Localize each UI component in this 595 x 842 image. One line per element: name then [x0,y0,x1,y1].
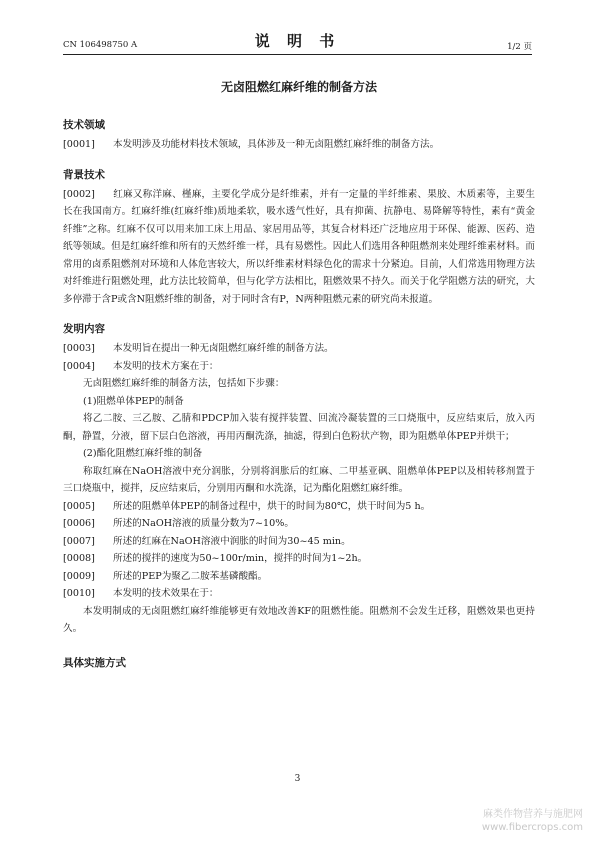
step-1-text: 将乙二胺、三乙胺、乙腈和PDCP加入装有搅拌装置、回流冷凝装置的三口烧瓶中，反应结束后，放入丙酮，静置，分液，留下层白色溶液，再用丙酮洗涤，抽滤，得到白色粉状产物，即为阻燃单体PEP并烘干； [63,413,535,442]
paragraph-number: [0005] [63,500,95,512]
paragraph-0007 [63,533,535,551]
paragraph-0010 [63,585,535,603]
paragraph-0005 [63,498,535,516]
paragraph-0004 [63,358,535,376]
step-2-text: 称取红麻在NaOH溶液中充分润胀，分别将润胀后的红麻、二甲基亚砜、阻燃单体PEP以及相转移剂置于三口烧瓶中，搅拌，反应结束后，分别用丙酮和水洗涤，记为酯化阻燃红麻纤维。 [63,465,535,494]
watermark-url: www.fibercrops.com [481,822,583,833]
page-info: 1/2 页 [507,42,532,52]
paragraph-text: 红麻又称洋麻、槿麻，主要化学成分是纤维素，并有一定量的半纤维素、果胶、木质素等，主要生长在我国南方。红麻纤维(红麻纤维)质地柔软，吸水透气性好，具有抑菌、抗静电、易降解等特性，素有“黄金纤维”之称。红麻不仅可以用来加工床上用品、家居用品等，其复合材料还广泛地应用于环保、能源、医药、造纸等领域。但是红麻纤维和所有的天然纤维一样，具有易燃性。因此人们选用各种阻燃剂来处理纤维素材料。而常用的卤系阻燃剂对环境和人体危害较大，所以纤维素材料绿色化的需求十分紧迫。目前，人们常选用物理方法对纤维进行阻燃处理，此方法比较简单，但与化学方法相比，阻燃效果不持久。而关于化学阻燃方法的研究，大多停滞于含P或含N阻燃纤维的制备，对于同时含有P，N两种阻燃元素的研究尚未报道。 [63,188,535,305]
section-heading-embodiment: 具体实施方式 [63,656,126,669]
paragraph-number: [0002] [63,188,95,200]
paragraph-text: 所述的PEP为聚乙二胺苯基磷酸酯。 [113,570,268,582]
paragraph-text: 所述的阻燃单体PEP的制备过程中，烘干的时间为80℃，烘干时间为5 h。 [113,500,431,512]
section-heading-invention: 发明内容 [63,323,105,335]
site-watermark [482,808,583,834]
section-heading-tech-field: 技术领域 [63,119,105,131]
paragraph-0002 [63,186,535,309]
paragraph-0008 [63,550,535,568]
paragraph-number: [0003] [63,343,95,354]
section-heading-background: 背景技术 [63,168,105,181]
step-2-heading: (2)酯化阻燃红麻纤维的制备 [83,448,203,459]
paragraph-0009 [63,568,535,586]
page-number: 3 [294,774,301,784]
paragraph-number: [0007] [63,535,95,547]
paragraph-number: [0010] [63,588,95,599]
paragraph-text: 所述的红麻在NaOH溶液中润胀的时间为30~45 min。 [113,535,351,547]
paragraph-number: [0004] [63,360,95,372]
watermark-site-name: 麻类作物营养与施肥网 [483,809,583,820]
paragraph-0006 [63,515,535,533]
paragraph-number: [0008] [63,553,95,564]
document-body [63,78,535,674]
publication-number: CN 106498750 A [63,40,138,50]
paragraph-number: [0009] [63,570,95,582]
document-title: 无卤阻燃红麻纤维的制备方法 [220,80,377,94]
paragraph-number: [0001] [63,139,95,150]
step-1-heading: (1)阻燃单体PEP的制备 [83,395,184,407]
header-divider [63,54,532,55]
paragraph-text: 本发明旨在提出一种无卤阻燃红麻纤维的制备方法。 [113,343,334,354]
document-type-title: 说 明 书 [254,32,341,50]
paragraph-0004-method: 无卤阻燃红麻纤维的制备方法，包括如下步骤： [83,378,285,389]
paragraph-text: 所述的NaOH溶液的质量分数为7~10%。 [113,518,294,529]
paragraph-0010-effect: 本发明制成的无卤阻燃红麻纤维能够更有效地改善KF的阻燃性能。阻燃剂不会发生迁移，阻燃效果也更持久。 [63,605,535,634]
paragraph-0001 [63,136,535,154]
paragraph-text: 本发明的技术方案在于： [113,360,219,372]
page-header [0,0,595,60]
paragraph-text: 本发明的技术效果在于： [113,588,219,599]
paragraph-text: 所述的搅拌的速度为50~100r/min，搅拌的时间为1~2h。 [113,553,368,564]
paragraph-0003 [63,340,535,358]
paragraph-text: 本发明涉及功能材料技术领域，具体涉及一种无卤阻燃红麻纤维的制备方法。 [113,139,440,150]
paragraph-number: [0006] [63,518,95,529]
